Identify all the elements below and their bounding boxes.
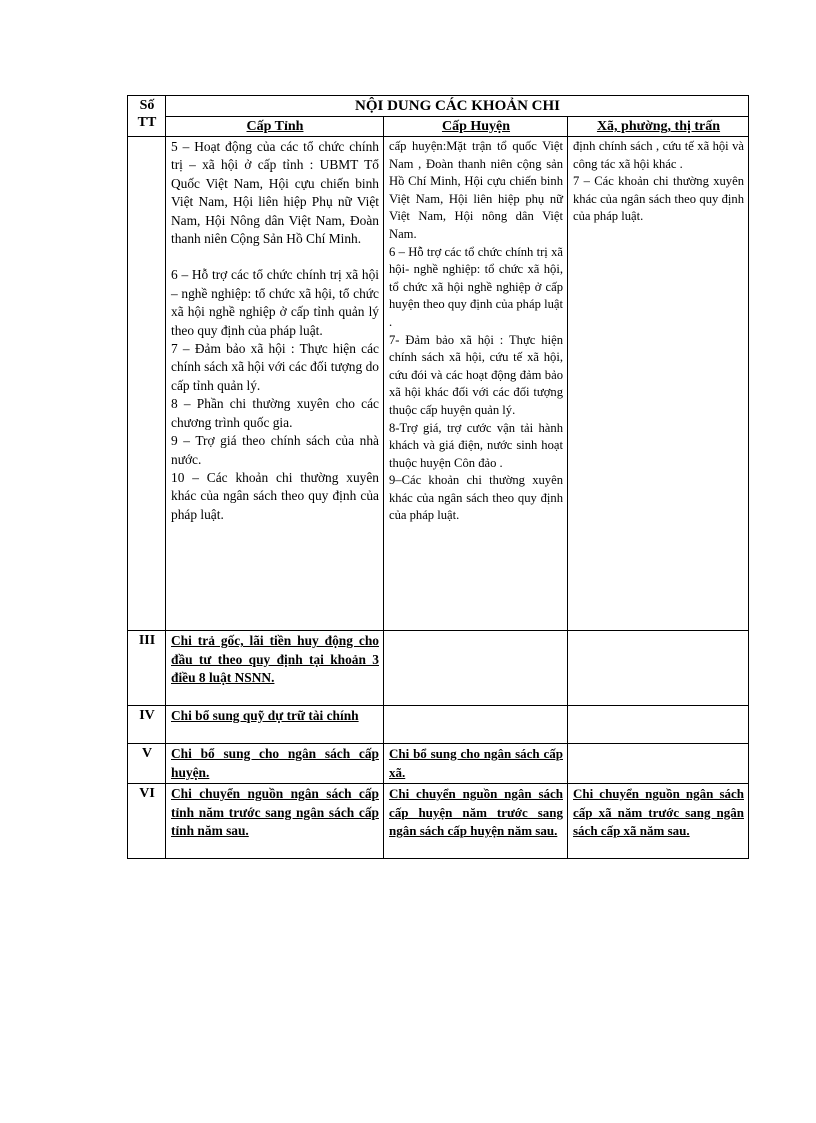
province-cell <box>166 706 384 744</box>
district-item-6: 6 – Hỗ trợ các tổ chức chính trị xã hội- nghề nghiệp: tổ chức xã hội, tổ chức xã hội nghề nghiệp ở cấp huyện theo quy định của pháp luật . <box>389 244 563 329</box>
row-iii-province-text: Chi trả gốc, lãi tiền huy động cho đầu tư theo quy định tại khoản 3 điều 8 luật NSNN. <box>171 633 379 686</box>
col-province-header: Cấp Tỉnh <box>166 117 384 137</box>
district-item-5-cont: cấp huyện:Mặt trận tổ quốc Việt Nam , Đoàn thanh niên cộng sản Hồ Chí Minh, Hội cựu chiến binh Việt Nam, Hội liên hiệp phụ nữ Việt Nam, Hội nông dân Việt Nam. <box>389 139 563 241</box>
commune-cell <box>568 706 749 744</box>
row-vi-province-text: Chi chuyển nguồn ngân sách cấp tỉnh năm trước sang ngân sách cấp tỉnh năm sau. <box>171 786 379 839</box>
province-cell <box>166 784 384 859</box>
district-item-7: 7- Đảm bảo xã hội : Thực hiện chính sách xã hội, cứu tế xã hội, cứu đói và các hoạt động đảm bảo xã hội khác đối với các đối tượng thuộc cấp huyện quản lý. <box>389 332 563 417</box>
table-row-v <box>128 744 749 784</box>
commune-cell <box>568 631 749 706</box>
row-vi-district-text: Chi chuyển nguồn ngân sách cấp huyện năm trước sang ngân sách cấp huyện năm sau. <box>389 786 563 839</box>
stt-cell: IV <box>128 706 166 744</box>
col-commune-header: Xã, phường, thị trấn <box>568 117 749 137</box>
commune-item-6-cont: định chính sách , cứu tế xã hội và công tác xã hội khác . <box>573 139 744 171</box>
stt-cell-empty <box>128 137 166 631</box>
district-cell <box>384 706 568 744</box>
table-title: NỘI DUNG CÁC KHOẢN CHI <box>166 96 749 117</box>
province-item-5: 5 – Hoạt động của các tổ chức chính trị – xã hội ở cấp tỉnh : UBMT Tổ Quốc Việt Nam, Hội cựu chiến binh Việt Nam, Hội liên hiệp Phụ nữ Việt Nam, Hội Nông dân Việt Nam, Đoàn thanh niên Cộng Sản Hồ Chí Minh. <box>171 139 379 247</box>
commune-cell <box>568 744 749 784</box>
row-v-province-text: Chi bổ sung cho ngân sách cấp huyện. <box>171 746 379 780</box>
commune-cell <box>568 137 749 631</box>
district-cell <box>384 631 568 706</box>
province-item-6: 6 – Hỗ trợ các tổ chức chính trị xã hội – nghề nghiệp: tổ chức xã hội, tổ chức xã hội nghề nghiệp ở cấp tỉnh quản lý theo quy định của pháp luật. <box>171 267 379 338</box>
budget-expenditure-table <box>127 95 749 859</box>
stt-cell: III <box>128 631 166 706</box>
stt-cell: V <box>128 744 166 784</box>
province-cell <box>166 137 384 631</box>
stt-cell: VI <box>128 784 166 859</box>
col-district-header: Cấp Huyện <box>384 117 568 137</box>
stt-header: Số TT <box>128 96 166 137</box>
row-v-district-text: Chi bổ sung cho ngân sách cấp xã. <box>389 746 563 780</box>
row-iv-province-text: Chi bổ sung quỹ dự trữ tài chính <box>171 708 359 723</box>
table-row-iv <box>128 706 749 744</box>
district-cell <box>384 784 568 859</box>
commune-item-7: 7 – Các khoản chi thường xuyên khác của ngân sách theo quy định của pháp luật. <box>573 174 744 224</box>
subheader-row <box>128 117 749 137</box>
province-item-8: 8 – Phần chi thường xuyên cho các chương trình quốc gia. <box>171 396 379 430</box>
district-item-8: 8-Trợ giá, trợ cước vận tải hành khách và giá điện, nước sinh hoạt thuộc huyện Côn đảo . <box>389 420 563 470</box>
district-item-9: 9–Các khoản chi thường xuyên khác của ngân sách theo quy định của pháp luật. <box>389 473 563 523</box>
province-cell <box>166 631 384 706</box>
province-item-7: 7 – Đảm bảo xã hội : Thực hiện các chính sách xã hội với các đối tượng do cấp tỉnh quản lý. <box>171 341 379 393</box>
commune-cell <box>568 784 749 859</box>
table-row-iii <box>128 631 749 706</box>
row-vi-commune-text: Chi chuyển nguồn ngân sách cấp xã năm trước sang ngân sách cấp xã năm sau. <box>573 786 744 839</box>
province-item-9: 9 – Trợ giá theo chính sách của nhà nước. <box>171 433 379 467</box>
district-cell <box>384 137 568 631</box>
table-row-continued <box>128 137 749 631</box>
header-row <box>128 96 749 117</box>
district-cell <box>384 744 568 784</box>
table-row-vi <box>128 784 749 859</box>
province-item-10: 10 – Các khoản chi thường xuyên khác của ngân sách theo quy định của pháp luật. <box>171 469 379 522</box>
province-cell <box>166 744 384 784</box>
